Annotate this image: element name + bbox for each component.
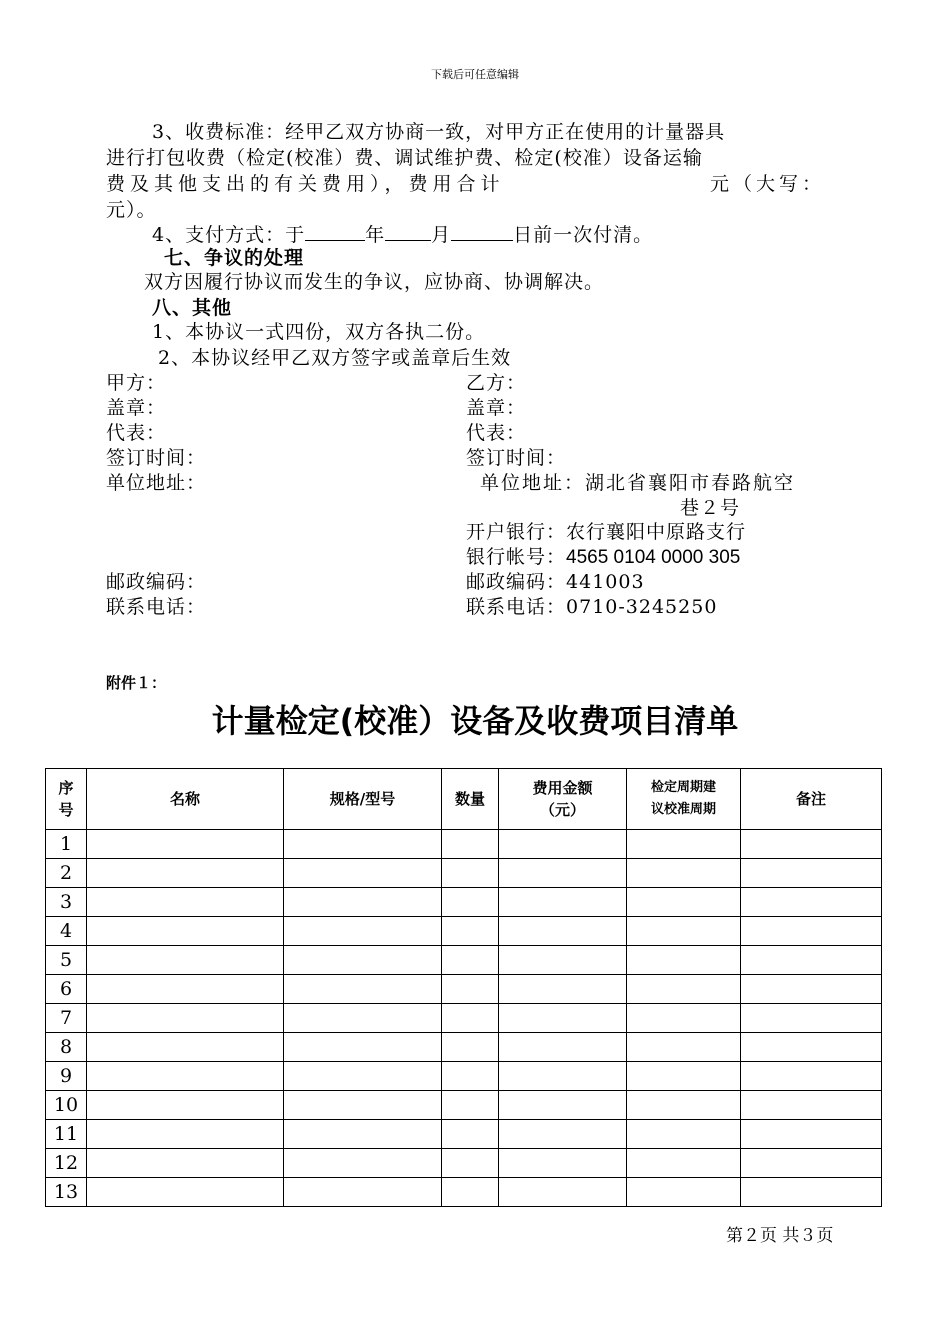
payment-suffix: 日前一次付清。 [513,224,654,246]
attachment-label: 附件１： [106,674,167,692]
cell-name [87,859,284,888]
page-header: 下载后可任意编辑 [431,68,519,81]
cell-spec [284,1091,442,1120]
party-b-rep: 代表： [466,422,527,444]
cell-name [87,975,284,1004]
party-a-postcode: 邮政编码： [106,571,207,593]
cell-qty [442,917,499,946]
cell-seq: 13 [46,1178,87,1207]
header-period [627,769,741,830]
party-b-postcode-value: 441003 [566,571,645,593]
cell-note [741,1091,882,1120]
table-row [46,975,882,1004]
party-b-phone [466,595,717,620]
cell-note [741,1004,882,1033]
cell-period [627,1120,741,1149]
header-period-line2: 议校准周期 [650,802,716,817]
cell-qty [442,946,499,975]
cell-seq: 1 [46,830,87,859]
cell-fee [499,1091,627,1120]
cell-spec [284,859,442,888]
header-note: 备注 [741,769,882,830]
cell-fee [499,1033,627,1062]
section7-body: 双方因履行协议而发生的争议，应协商、协调解决。 [144,271,605,293]
header-seq-line2: 号 [58,801,74,819]
cell-qty [442,859,499,888]
cell-period [627,888,741,917]
party-a-rep: 代表： [106,422,167,444]
cell-seq: 2 [46,859,87,888]
cell-note [741,1149,882,1178]
header-fee-line1: 费用金额 [532,779,593,797]
cell-qty [442,1178,499,1207]
cell-period [627,859,741,888]
table-row [46,1091,882,1120]
header-spec: 规格/型号 [284,769,442,830]
cell-note [741,1062,882,1091]
cell-note [741,859,882,888]
party-a-label: 甲方： [106,372,167,394]
cell-seq: 9 [46,1062,87,1091]
header-fee-line2: （元） [539,801,585,819]
party-b-seal: 盖章： [466,397,527,419]
cell-seq: 6 [46,975,87,1004]
cell-name [87,917,284,946]
cell-qty [442,975,499,1004]
table-row [46,1004,882,1033]
header-qty: 数量 [442,769,499,830]
cell-qty [442,830,499,859]
cell-period [627,1062,741,1091]
party-a-address: 单位地址： [106,472,207,494]
cell-note [741,888,882,917]
cell-name [87,1033,284,1062]
party-b-account [466,545,740,570]
cell-seq: 4 [46,917,87,946]
cell-spec [284,975,442,1004]
cell-spec [284,1033,442,1062]
fee-items-table [45,768,882,1207]
cell-seq: 8 [46,1033,87,1062]
cell-note [741,975,882,1004]
payment-year: 年 [365,224,386,246]
cell-qty [442,1091,499,1120]
fee-standard-line3b: 元（大写： [710,173,826,195]
cell-qty [442,1120,499,1149]
table-row [46,1178,882,1207]
cell-fee [499,1120,627,1149]
cell-spec [284,1062,442,1091]
fee-standard-line2: 进行打包收费（检定(校准）费、调试维护费、检定(校准）设备运输 [106,147,703,169]
party-b-address-line2: 巷２号 [680,497,741,519]
party-b-account-value: 4565 0104 0000 305 [566,547,741,568]
payment-month: 月 [431,224,452,246]
party-b-phone-value: 0710-3245250 [566,596,718,618]
cell-note [741,917,882,946]
cell-name [87,1120,284,1149]
cell-qty [442,888,499,917]
table-row [46,830,882,859]
table-row [46,1120,882,1149]
cell-qty [442,1004,499,1033]
table-row [46,1062,882,1091]
party-b-date: 签订时间： [466,447,567,469]
cell-fee [499,888,627,917]
fee-standard-line1: 3、收费标准：经甲乙双方协商一致，对甲方正在使用的计量器具 [152,121,726,143]
cell-name [87,1178,284,1207]
cell-fee [499,917,627,946]
table-row [46,1149,882,1178]
cell-seq: 11 [46,1120,87,1149]
party-b-postcode-label: 邮政编码： [466,571,567,593]
fee-standard-line3a: 费及其他支出的有关费用），费用合计 [106,173,505,195]
header-fee [499,769,627,830]
cell-seq: 12 [46,1149,87,1178]
cell-qty [442,1149,499,1178]
cell-note [741,1033,882,1062]
cell-name [87,946,284,975]
payment-prefix: 4、支付方式：于 [152,224,306,246]
cell-period [627,1149,741,1178]
table-row [46,917,882,946]
cell-name [87,1004,284,1033]
cell-name [87,1149,284,1178]
cell-name [87,888,284,917]
party-b-bank [466,520,746,545]
page-footer: 第２页 共３页 [726,1226,834,1246]
section8-item1: 1、本协议一式四份，双方各执二份。 [152,321,486,343]
cell-seq: 7 [46,1004,87,1033]
cell-period [627,830,741,859]
cell-period [627,1091,741,1120]
cell-spec [284,1149,442,1178]
table-body [46,830,882,1207]
cell-seq: 5 [46,946,87,975]
page-title: 计量检定(校准）设备及收费项目清单 [211,702,739,740]
section8-title: 八、其他 [152,297,233,319]
cell-spec [284,946,442,975]
cell-name [87,1062,284,1091]
cell-period [627,975,741,1004]
cell-fee [499,859,627,888]
party-a-phone: 联系电话： [106,596,207,618]
cell-spec [284,917,442,946]
cell-period [627,1004,741,1033]
header-name: 名称 [87,769,284,830]
cell-seq: 10 [46,1091,87,1120]
party-a-seal: 盖章： [106,397,167,419]
cell-period [627,946,741,975]
cell-note [741,946,882,975]
cell-note [741,1178,882,1207]
cell-spec [284,1178,442,1207]
cell-spec [284,888,442,917]
party-b-label: 乙方： [466,372,527,394]
cell-seq: 3 [46,888,87,917]
section7-title: 七、争议的处理 [164,247,305,269]
cell-fee [499,975,627,1004]
cell-fee [499,1178,627,1207]
cell-period [627,1033,741,1062]
party-b-address-line1: 单位地址：湖北省襄阳市春路航空 [480,472,796,494]
table-header-row [46,769,882,830]
payment-method [152,222,653,248]
party-b-phone-label: 联系电话： [466,596,567,618]
cell-name [87,830,284,859]
cell-period [627,1178,741,1207]
payment-year-blank [305,222,365,241]
cell-fee [499,946,627,975]
party-b-bank-value: 农行襄阳中原路支行 [566,521,747,543]
party-b-account-label: 银行帐号： [466,546,567,568]
cell-fee [499,1149,627,1178]
party-b-postcode [466,570,645,595]
cell-fee [499,830,627,859]
cell-period [627,917,741,946]
table-row [46,946,882,975]
cell-qty [442,1033,499,1062]
cell-fee [499,1062,627,1091]
table-row [46,1033,882,1062]
party-b-bank-label: 开户银行： [466,521,567,543]
cell-note [741,830,882,859]
cell-spec [284,1120,442,1149]
cell-spec [284,1004,442,1033]
payment-month-blank [385,222,431,241]
cell-fee [499,1004,627,1033]
section8-item2: 2、本协议经甲乙双方签字或盖章后生效 [158,347,512,369]
payment-day-blank [451,222,513,241]
cell-name [87,1091,284,1120]
party-a-date: 签订时间： [106,447,207,469]
cell-spec [284,830,442,859]
header-seq [46,769,87,830]
cell-qty [442,1062,499,1091]
header-seq-line1: 序 [58,779,74,797]
table-row [46,888,882,917]
cell-note [741,1120,882,1149]
header-period-line1: 检定周期建 [650,780,716,795]
table-row [46,859,882,888]
fee-standard-line4: 元）。 [106,199,157,221]
